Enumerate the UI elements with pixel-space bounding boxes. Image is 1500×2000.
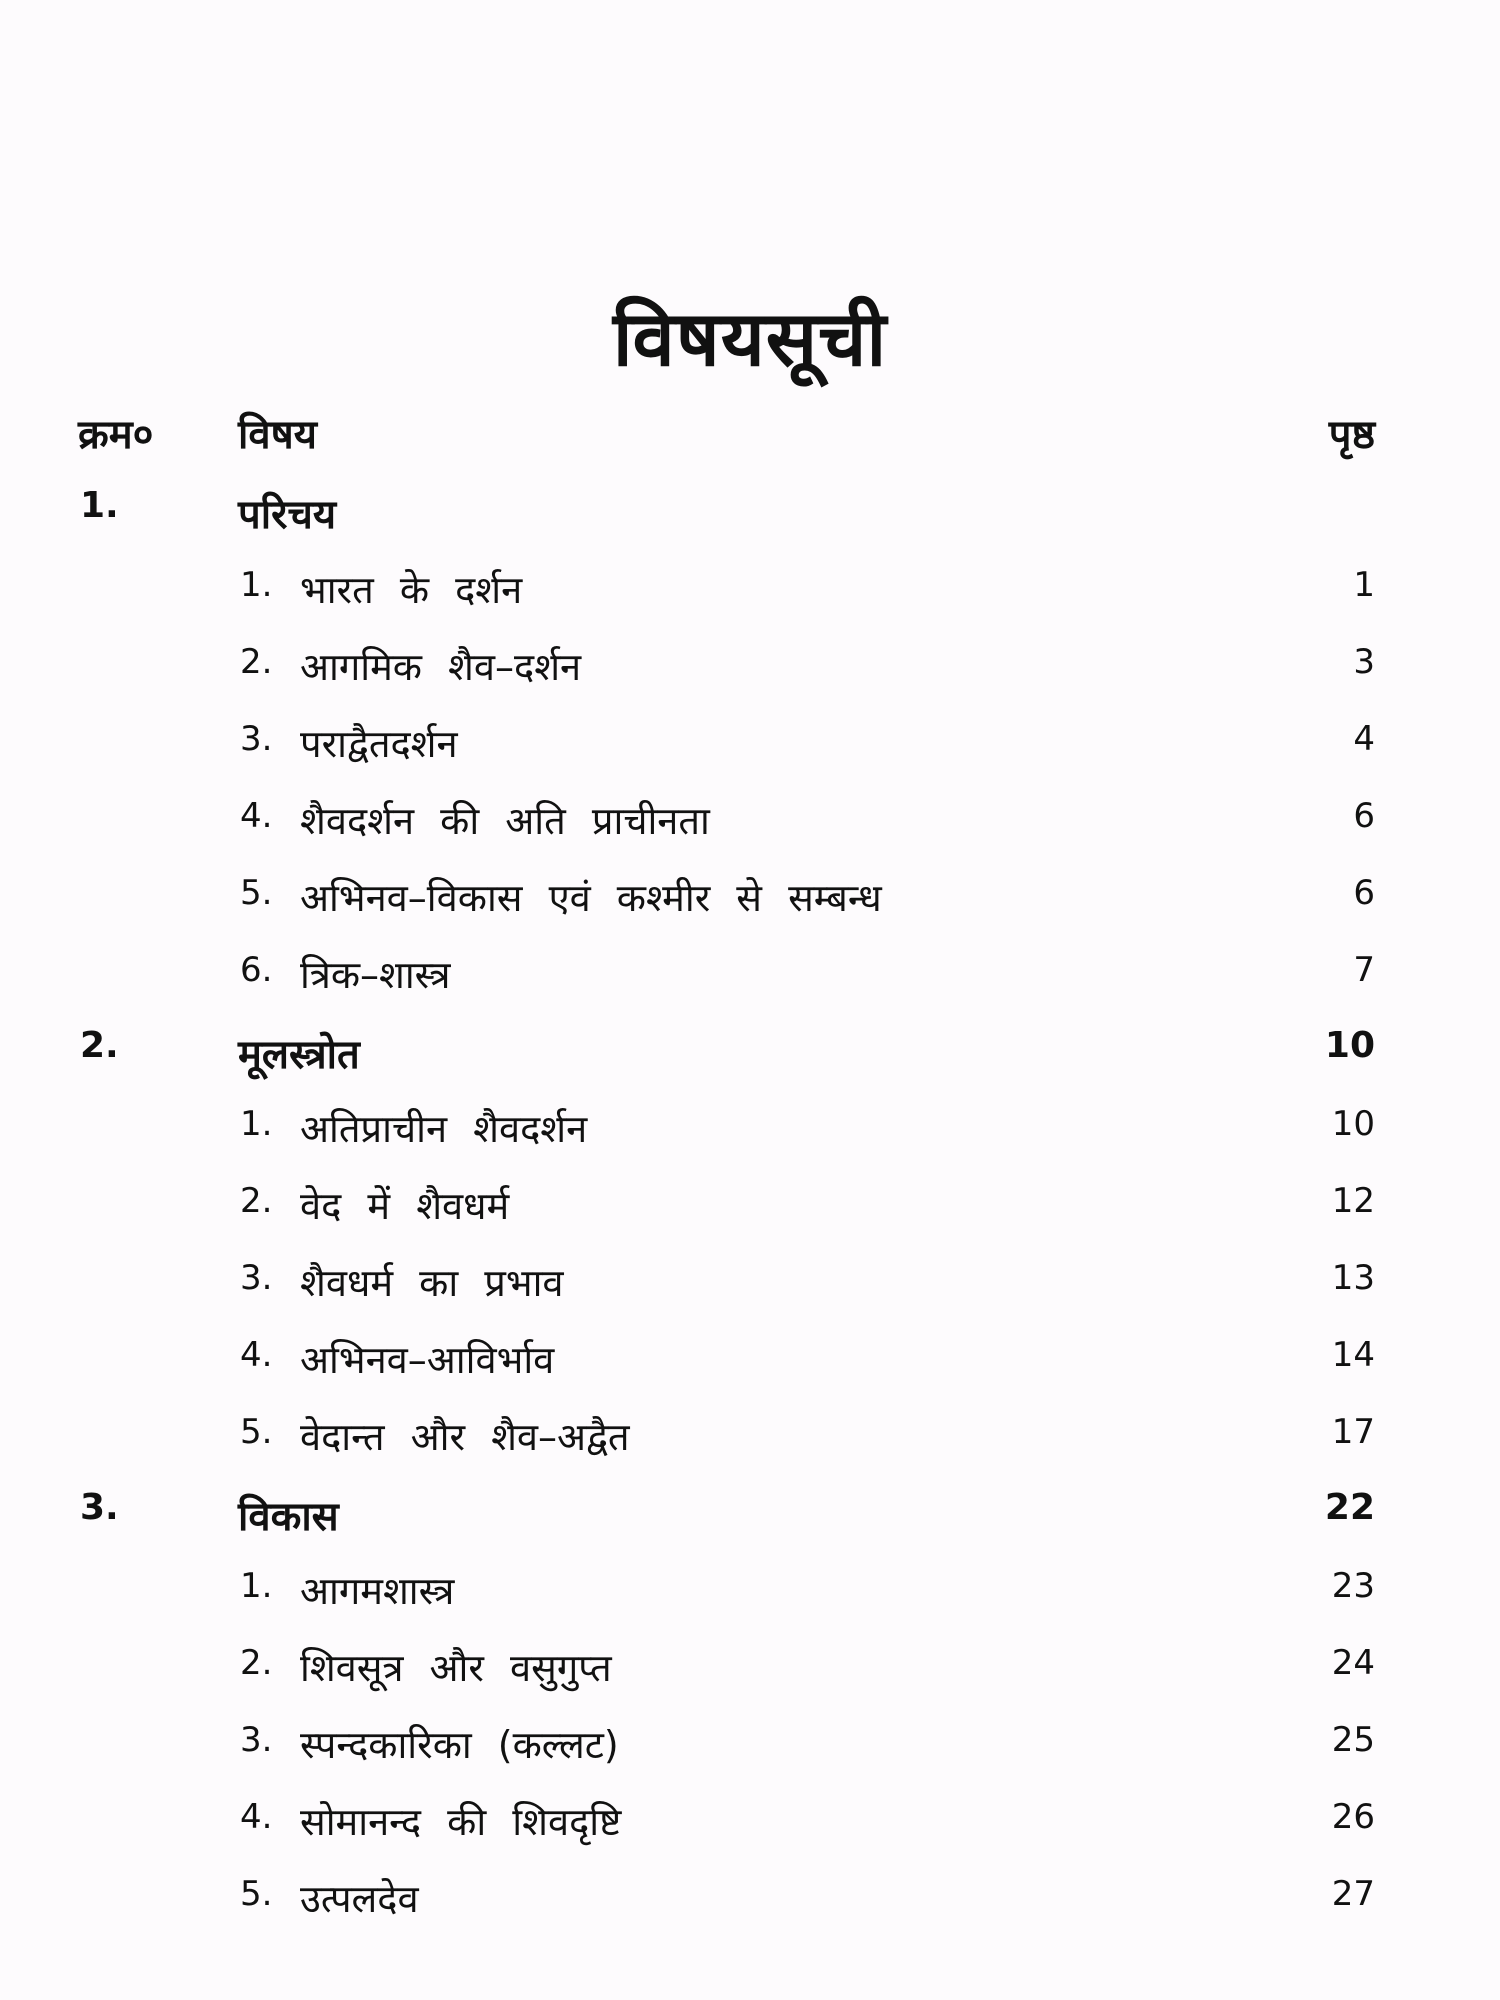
item-number: 1. [240,1566,273,1606]
toc-item [0,717,1500,777]
item-title: वेदान्त और शैव–अद्वैत [300,1415,630,1459]
section-title: मूलस्त्रोत [238,1032,360,1078]
item-number: 6. [240,950,273,990]
toc-item [0,1333,1500,1393]
section-title: विकास [238,1494,339,1540]
item-number: 5. [240,1412,273,1452]
item-title: उत्पलदेव [300,1877,419,1921]
item-number: 2. [240,1181,273,1221]
section-row [0,1487,1500,1547]
item-page: 1 [1353,565,1375,605]
item-page: 24 [1331,1643,1375,1683]
item-title: अभिनव–आविर्भाव [300,1338,555,1382]
header-serial: क्रम० [78,412,154,458]
toc-item [0,948,1500,1008]
section-number: 1. [80,485,119,526]
item-number: 1. [240,565,273,605]
item-page: 23 [1331,1566,1375,1606]
item-page: 6 [1353,873,1375,913]
item-page: 7 [1353,950,1375,990]
item-title: शैवदर्शन की अति प्राचीनता [300,799,710,843]
section-row [0,1025,1500,1085]
item-page: 17 [1331,1412,1375,1452]
section-page: 10 [1324,1025,1375,1066]
item-number: 4. [240,1335,273,1375]
toc-item [0,1410,1500,1470]
item-title: सोमानन्द की शिवदृष्टि [300,1800,622,1844]
item-title: शैवधर्म का प्रभाव [300,1261,564,1305]
item-page: 14 [1331,1335,1375,1375]
item-number: 3. [240,1720,273,1760]
item-title: आगमशास्त्र [300,1569,455,1613]
toc-item [0,563,1500,623]
item-number: 5. [240,873,273,913]
toc-item [0,1641,1500,1701]
item-number: 4. [240,796,273,836]
item-page: 6 [1353,796,1375,836]
item-title: अभिनव–विकास एवं कश्मीर से सम्बन्ध [300,876,882,920]
item-page: 3 [1353,642,1375,682]
section-number: 2. [80,1025,119,1066]
toc-item [0,1102,1500,1162]
item-title: आगमिक शैव–दर्शन [300,645,582,689]
section-number: 3. [80,1487,119,1528]
item-page: 27 [1331,1874,1375,1914]
item-number: 2. [240,1643,273,1683]
item-title: पराद्वैतदर्शन [300,722,458,766]
header-subject: विषय [238,412,317,458]
item-title: शिवसूत्र और वसुगुप्त [300,1646,612,1690]
item-page: 25 [1331,1720,1375,1760]
item-title: अतिप्राचीन शैवदर्शन [300,1107,588,1151]
toc-item [0,1718,1500,1778]
item-page: 26 [1331,1797,1375,1837]
item-title: वेद में शैवधर्म [300,1184,510,1228]
toc-item [0,640,1500,700]
toc-item [0,1795,1500,1855]
page-title: विषयसूची [612,294,888,383]
toc-item [0,1179,1500,1239]
item-page: 10 [1331,1104,1375,1144]
item-number: 5. [240,1874,273,1914]
item-number: 1. [240,1104,273,1144]
toc-item [0,1872,1500,1932]
section-page: 22 [1324,1487,1375,1528]
item-number: 3. [240,1258,273,1298]
item-title: भारत के दर्शन [300,568,523,612]
toc-item [0,1564,1500,1624]
section-title: परिचय [238,492,337,538]
section-row [0,485,1500,545]
item-number: 2. [240,642,273,682]
item-number: 3. [240,719,273,759]
item-page: 4 [1353,719,1375,759]
toc-item [0,794,1500,854]
item-number: 4. [240,1797,273,1837]
item-page: 12 [1331,1181,1375,1221]
header-page: पृष्ठ [1328,412,1375,458]
toc-item [0,871,1500,931]
toc-item [0,1256,1500,1316]
item-title: स्पन्दकारिका (कल्लट) [300,1723,619,1767]
item-title: त्रिक–शास्त्र [300,953,451,997]
item-page: 13 [1331,1258,1375,1298]
